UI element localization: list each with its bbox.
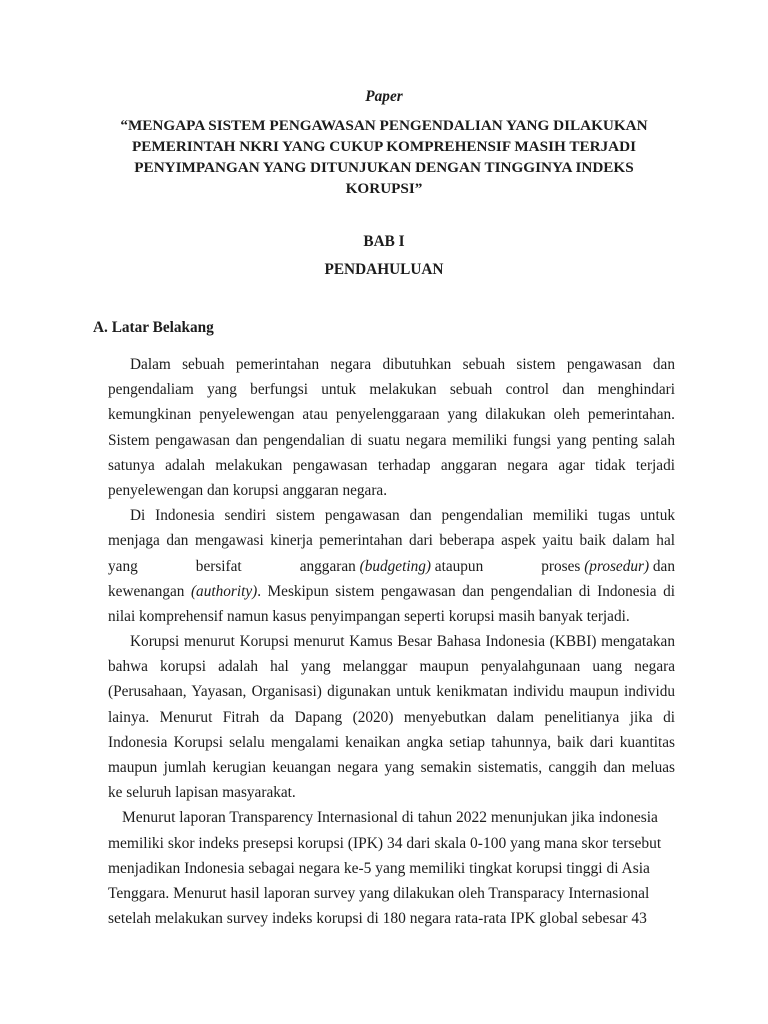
paragraph-line: satunya adalah melakukan pengawasan terhadap anggaran negara agar tidak terjadi [108,456,675,474]
phrase-group [541,554,675,579]
paragraph-line: Menurut laporan Transparency Internasional di tahun 2022 menunjukan jika indonesia [122,809,658,827]
paragraph-line: memiliki skor indeks presepsi korupsi (IPK) 34 dari skala 0-100 yang mana skor tersebut [108,834,662,852]
paragraph-line: penyelewengan dan korupsi anggaran negara. [108,481,388,499]
paragraph-line: pengendaliam yang berfungsi untuk melakukan sebuah control dan menghindari [108,381,675,399]
paragraph-2 [108,503,675,629]
paragraph-line: menjadikan Indonesia sebagai negara ke-5 yang memiliki tingkat korupsi tinggi di Asia [108,859,650,877]
paragraph-line: Sistem pengawasan dan pengendalian di suatu negara memiliki fungsi yang penting salah [108,431,675,449]
paragraph-line: menjaga dan mengawasi kinerja pemerintahan dari beberapa aspek yaitu baik dalam hal [108,532,675,550]
word: anggaran [299,557,360,575]
document-label: Paper [365,88,403,105]
paragraph-line [108,579,675,604]
paragraph-line: nilai komprehensif namun kasus penyimpangan seperti korupsi masih banyak terjadi. [108,607,630,625]
italic-term: (authority) [190,582,258,600]
paragraph-line: Tenggara. Menurut hasil laporan survey yang dilakukan oleh Transparacy Internasional [108,884,650,902]
document-title [0,115,768,199]
title-line: KORUPSI” [345,180,423,197]
word: yang [108,557,138,575]
paragraph-line: Dalam sebuah pemerintahan negara dibutuhkan sebuah sistem pengawasan dan [130,356,675,373]
paragraph-line: maupun jumlah kerugian keuangan negara yang semakin sistematis, canggih dan meluas [108,759,675,776]
italic-term: (budgeting) [359,557,431,575]
word: proses [541,557,585,575]
paragraph-line: Di Indonesia sendiri sistem pengawasan dan pengendalian memiliki tugas untuk [130,507,675,525]
chapter-number: BAB I [363,233,405,250]
title-line: “MENGAPA SISTEM PENGAWASAN PENGENDALIAN YANG DILAKUKAN [120,117,648,134]
section-heading: A. Latar Belakang [93,319,214,336]
paragraph-line: Indonesia Korupsi selalu mengalami kenaikan angka setiap tahunnya, baik dari kuantitas [108,733,675,751]
phrase-group [300,554,484,579]
paragraph-line [108,554,675,579]
paragraph-line: (Perusahaan, Yayasan, Organisasi) digunakan untuk kenikmatan individu maupun individu [108,683,675,701]
chapter-title: PENDAHULUAN [324,261,444,278]
word: dan [649,557,675,575]
paragraph-line: Korupsi menurut Korupsi menurut Kamus Besar Bahasa Indonesia (KBBI) mengatakan [130,633,675,651]
paragraph-3 [108,629,675,805]
paragraph-line: bahwa korupsi adalah hal yang melanggar maupun penyalahgunaan uang negara [108,658,675,676]
paragraph-1 [108,352,675,503]
word: ataupun [430,557,484,575]
title-line: PEMERINTAH NKRI YANG CUKUP KOMPREHENSIF MASIH TERJADI [131,138,637,155]
paragraph-line: kemungkinan penyelewengan atau penyelenggaraan yang dilakukan oleh pemerintahan. [108,406,675,424]
paragraph-line: lainya. Menurut Fitrah da Dapang (2020) menyebutkan dalam penelitianya jika di [108,708,675,726]
title-line: PENYIMPANGAN YANG DITUNJUKAN DENGAN TINGGINYA INDEKS [134,159,634,176]
word: bersifat [195,557,242,575]
italic-term: (prosedur) [584,557,650,575]
line-text: . Meskipun sistem pengawasan dan pengendalian di Indonesia di [257,582,675,600]
paragraph-line: setelah melakukan survey indeks korupsi di 180 negara rata-rata IPK global sebesar 43 [108,910,647,928]
paragraph-4 [108,805,675,931]
paragraph-line: ke seluruh lapisan masyarakat. [108,784,296,802]
word: kewenangan [108,582,191,600]
body-text [108,352,675,931]
